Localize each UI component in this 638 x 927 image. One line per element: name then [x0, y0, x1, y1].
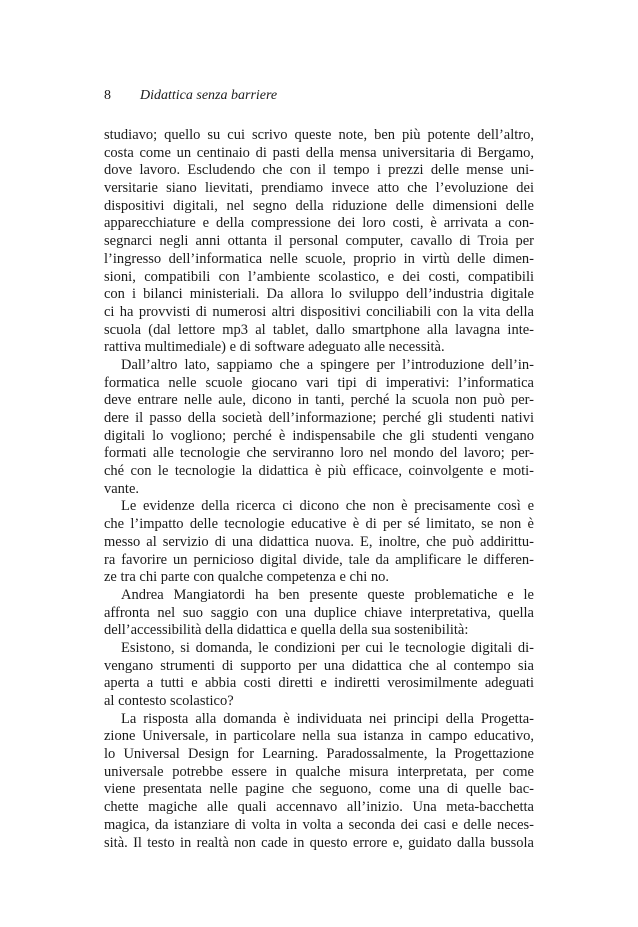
- text-line: affronta nel suo saggio con una duplice chiave interpretativa, quella: [104, 604, 534, 621]
- text-line: dispositivi digitali, nel segno della riduzione delle dimensioni delle: [104, 197, 534, 214]
- text-line: Andrea Mangiatordi ha ben presente queste problematiche e le: [121, 586, 534, 603]
- text-line: che l’impatto delle tecnologie educative è di per sé limitato, se non è: [104, 516, 534, 533]
- text-line: Le evidenze della ricerca ci dicono che non è precisamente così e: [121, 498, 534, 515]
- running-title: Didattica senza barriere: [140, 88, 278, 103]
- text-line: costa come un centinaio di pasti della mensa universitaria di Bergamo,: [104, 144, 534, 161]
- text-line: dell’accessibilità della didattica e quella della sua sostenibilità:: [104, 622, 469, 639]
- text-line: rattiva multimediale) e di software adeguato alle necessità.: [104, 339, 445, 356]
- text-line: ze tra chi parte con qualche competenza e chi no.: [104, 569, 390, 586]
- text-line: scuola (dal lettore mp3 al tablet, dallo smartphone alla lavagna inte-: [104, 321, 534, 338]
- text-line: deve entrare nelle aule, dicono in tanti, perché la scuola non può per-: [104, 392, 534, 409]
- text-line: con i bilanci ministeriali. Da allora lo sviluppo dell’industria digitale: [104, 286, 534, 303]
- text-line: versitarie siano lievitati, prendiamo invece atto che l’evoluzione dei: [104, 180, 534, 197]
- text-line: Esistono, si domanda, le condizioni per cui le tecnologie digitali di-: [121, 639, 534, 656]
- text-line: sioni, compatibili con l’ambiente scolastico, e dei costi, compatibili: [104, 268, 534, 285]
- text-line: segnarci negli anni ottanta il personal computer, cavallo di Troia per: [104, 233, 534, 250]
- text-line: l’ingresso dell’informatica nelle scuole, proprio in virtù delle dimen-: [104, 250, 534, 267]
- text-line: formati alle tecnologie che serviranno loro nel mondo del lavoro; per-: [104, 445, 534, 462]
- text-line: dove lavoro. Escludendo che con il tempo i prezzi delle mense uni-: [104, 162, 534, 179]
- text-line: vengano strumenti di supporto per una didattica che al contempo sia: [104, 657, 534, 674]
- text-line: apparecchiature e della compressione dei loro costi, è arrivata a con-: [104, 215, 534, 232]
- text-line: viene presentata nelle pagine che seguono, come una di quelle bac-: [104, 781, 534, 798]
- running-header: [104, 87, 277, 105]
- body-text: [104, 127, 534, 852]
- page-number: 8: [104, 88, 111, 103]
- text-line: ci ha provvisti di numerosi altri dispositivi conciliabili con la vita della: [104, 303, 534, 320]
- text-line: zione Universale, in particolare nella sua istanza in campo educativo,: [104, 728, 534, 745]
- text-line: universale potrebbe essere in qualche misura interpretata, per come: [104, 763, 534, 780]
- text-line: digitali lo vogliono; perché è indispensabile che gli studenti vengano: [104, 427, 534, 444]
- text-line: La risposta alla domanda è individuata nei principi della Progetta-: [121, 710, 534, 727]
- text-line: Dall’altro lato, sappiamo che a spingere per l’introduzione dell’in-: [121, 356, 534, 373]
- text-line: aperta a tutti e abbia costi diretti e indiretti verosimilmente adeguati: [104, 675, 534, 692]
- text-line: studiavo; quello su cui scrivo queste note, ben più potente dell’altro,: [104, 127, 534, 143]
- text-line: vante.: [104, 480, 140, 497]
- text-line: dere il passo della società dell’informazione; perché gli studenti nativi: [104, 410, 534, 426]
- text-line: sità. Il testo in realtà non cade in questo errore e, guidato dalla bussola: [104, 834, 534, 851]
- text-line: lo Universal Design for Learning. Paradossalmente, la Progettazione: [104, 746, 534, 763]
- text-line: formatica nelle scuole giocano vari tipi di imperativi: l’informatica: [104, 374, 534, 391]
- text-line: ra favorire un pernicioso digital divide, tale da amplificare le differen-: [104, 551, 534, 568]
- text-line: messo al servizio di una didattica nuova. E, inoltre, che può addirittu-: [104, 533, 534, 550]
- text-line: ché con le tecnologie la didattica è più efficace, coinvolgente e moti-: [104, 463, 534, 480]
- text-line: al contesto scolastico?: [104, 693, 234, 709]
- text-line: chette magiche alle quali accennavo all’inizio. Una meta-bacchetta: [104, 799, 534, 816]
- text-line: magica, da istanziare di volta in volta a seconda dei casi e delle neces-: [104, 816, 534, 833]
